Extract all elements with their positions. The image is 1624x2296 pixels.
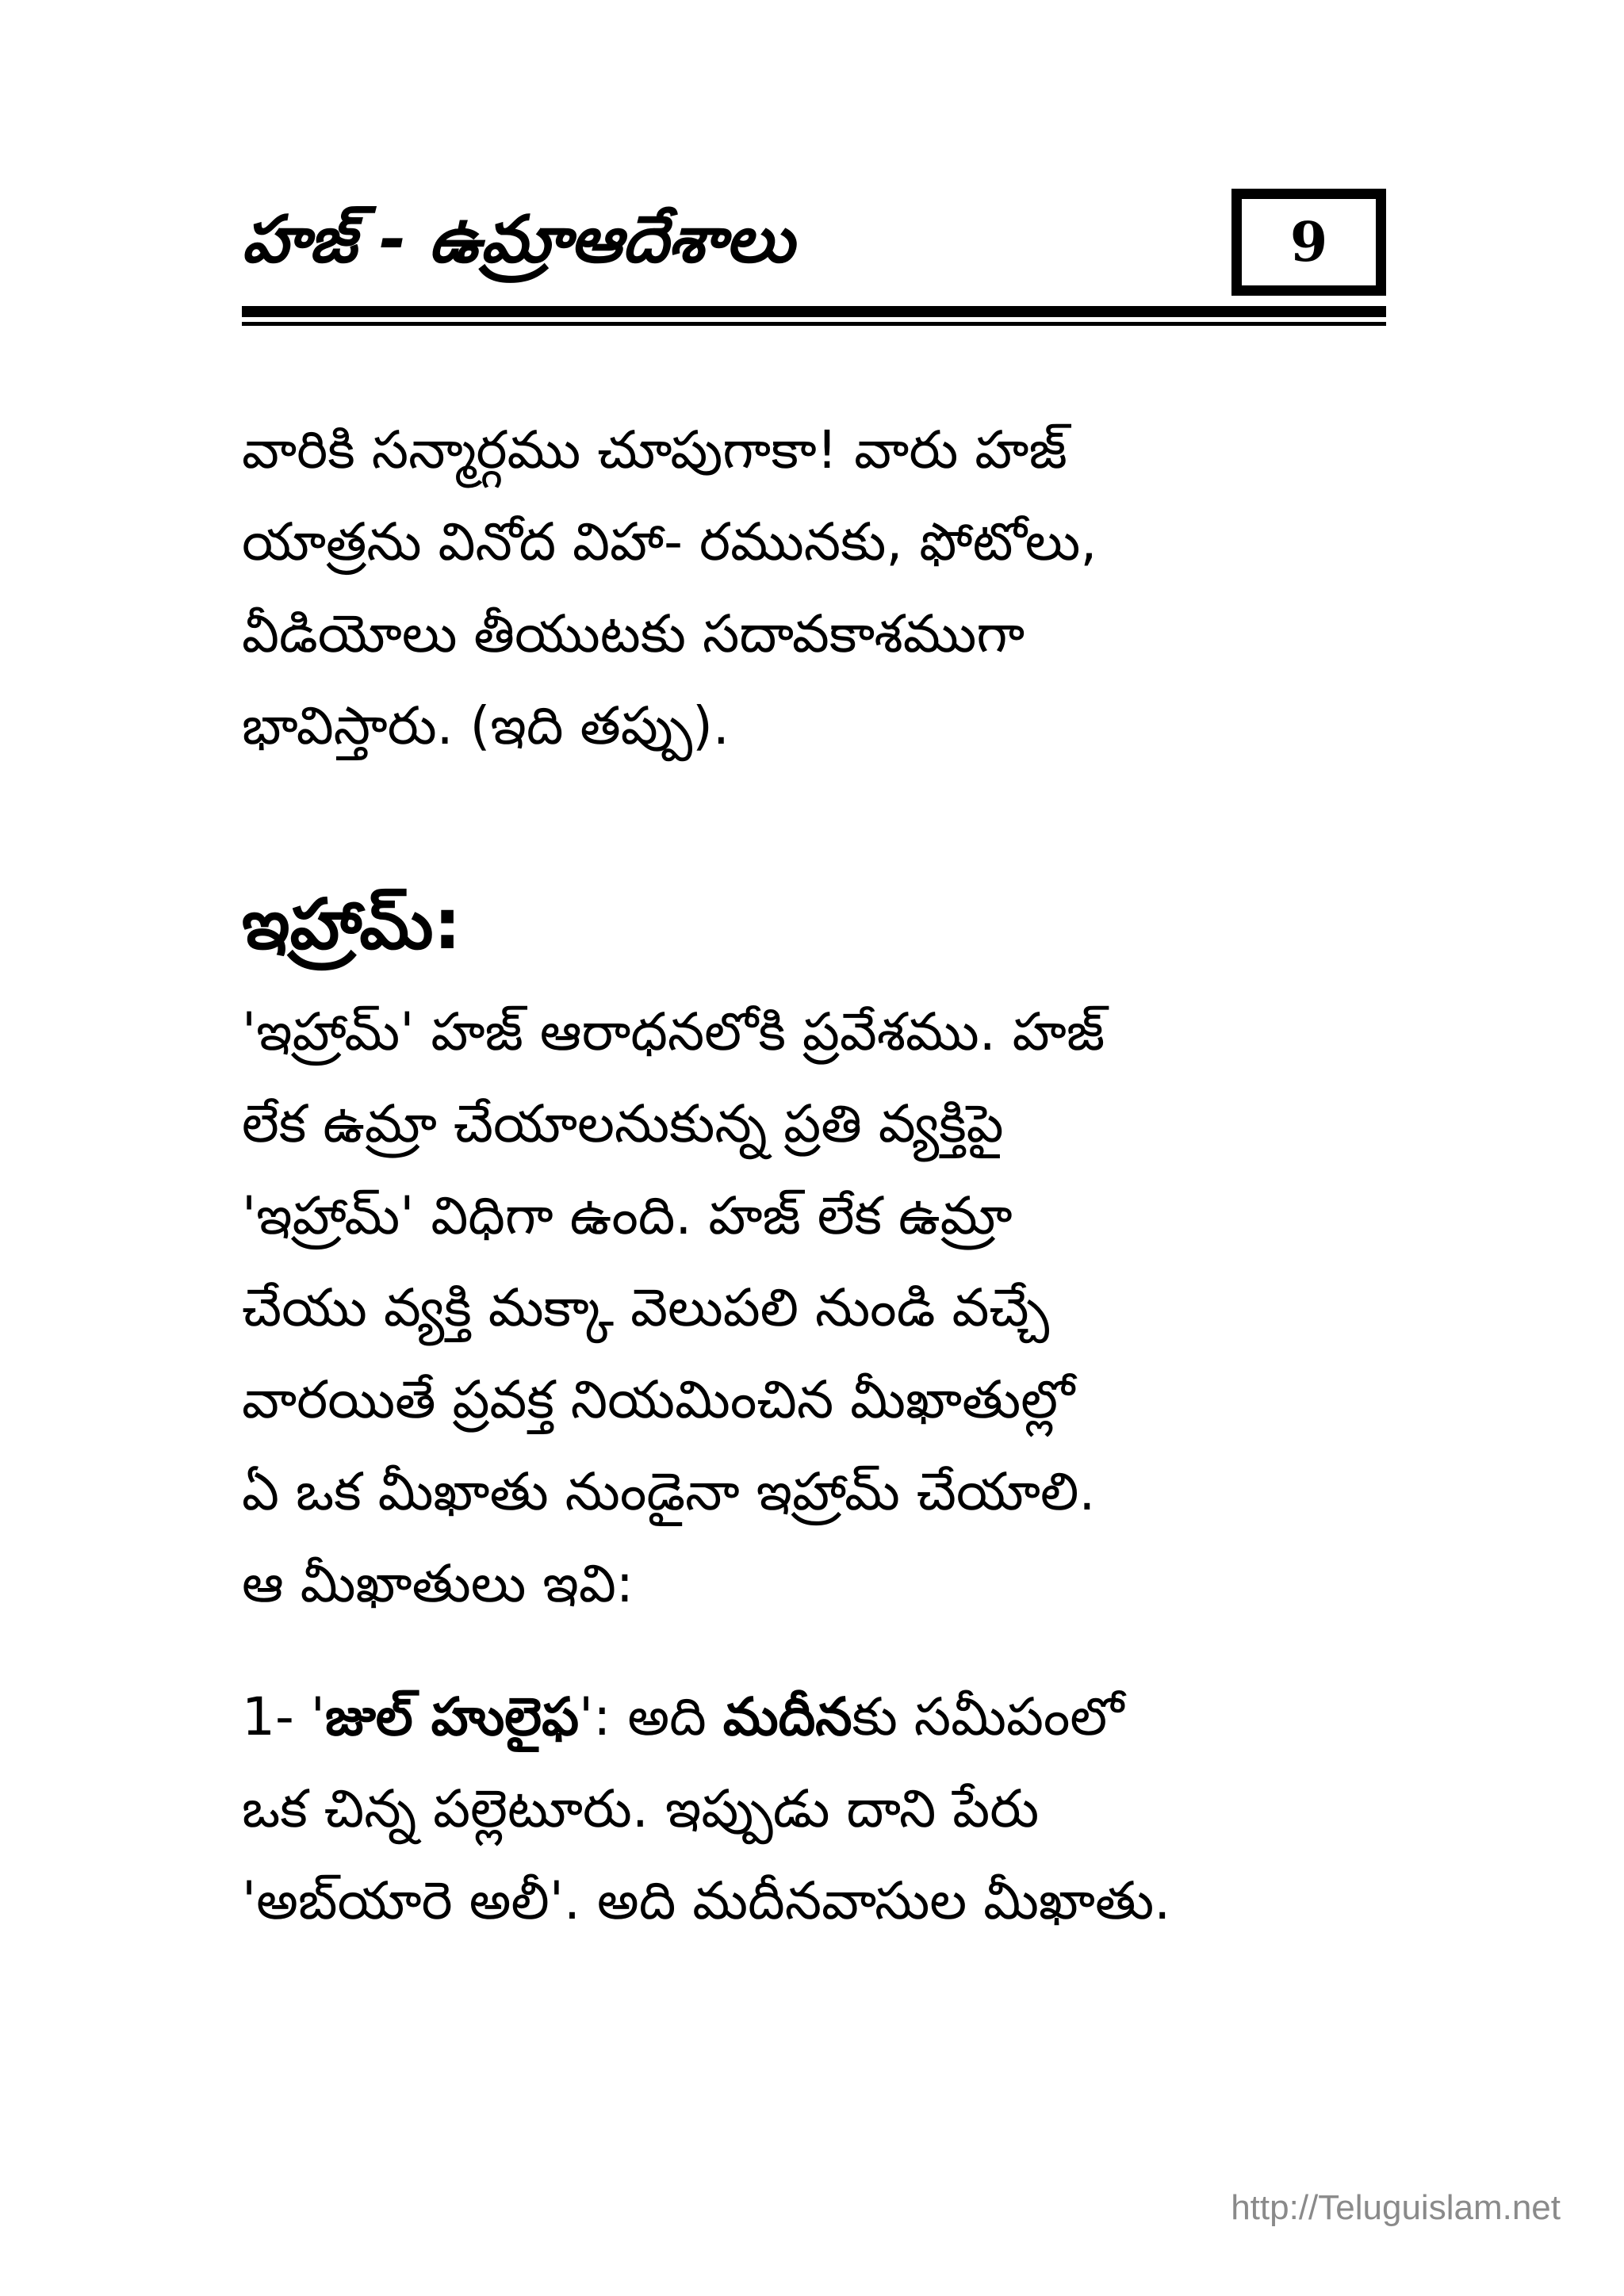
miqat-name: జుల్ హులైఫ [324, 1686, 579, 1747]
item-number: 1- [242, 1686, 311, 1747]
place-name: మదీన [722, 1686, 852, 1747]
quote-open: ' [310, 1686, 325, 1747]
text-line: ఒక చిన్న పల్లెటూరు. ఇప్పుడు దాని పేరు [242, 1778, 1040, 1839]
page-body [242, 404, 1386, 1947]
page-number: 9 [1289, 210, 1328, 274]
text-line: భావిస్తారు. (ఇది తప్పు). [242, 695, 730, 756]
text-line: ఏ ఒక మీఖాతు నుండైనా ఇహ్రామ్ చేయాలి. [242, 1461, 1096, 1522]
text-line: వీడియోలు తీయుటకు సదావకాశముగా [242, 603, 1025, 664]
section-heading: ఇహ్రామ్: [242, 883, 462, 965]
running-header-title: హజ్ - ఉమ్రాఆదేశాలు [242, 202, 795, 277]
header-rule-thin [242, 322, 1386, 326]
miqat-item-1 [242, 1671, 1386, 1947]
text-line [242, 1671, 1386, 1763]
text-line: ఆ మీఖాతులు ఇవి: [242, 1553, 634, 1614]
text-line: వారికి సన్మార్గము చూపుగాకా! వారు హజ్ [242, 419, 1067, 480]
text-line: చేయు వ్యక్తి మక్కా వెలుపలి నుండి వచ్చే [242, 1277, 1050, 1338]
quote-close: ': అది [579, 1686, 723, 1747]
text-line: 'ఇహ్రామ్' విధిగా ఉంది. హజ్ లేక ఉమ్రా [242, 1185, 1013, 1246]
text-line: 'అబ్‌యారె అలీ'. అది మదీనవాసుల మీఖాతు. [242, 1870, 1171, 1931]
intro-paragraph [242, 404, 1386, 772]
text-line: 'ఇహ్రామ్' హజ్ ఆరాధనలోకి ప్రవేశము. హజ్ [242, 1001, 1105, 1062]
line-rest: కు సమీపంలో [852, 1686, 1124, 1747]
text-line: వారయితే ప్రవక్త నియమించిన మీఖాతుల్లో [242, 1369, 1075, 1430]
text-line: లేక ఉమ్రా చేయాలనుకున్న ప్రతి వ్యక్తిపై [242, 1093, 1004, 1154]
ihram-paragraph [242, 986, 1386, 1630]
text-line: యాత్రను వినోద విహా- రమునకు, ఫోటోలు, [242, 511, 1097, 572]
source-watermark: http://Teluguislam.net [1231, 2188, 1561, 2227]
header-rule-thick [242, 306, 1386, 317]
page-number-box [1231, 189, 1386, 296]
